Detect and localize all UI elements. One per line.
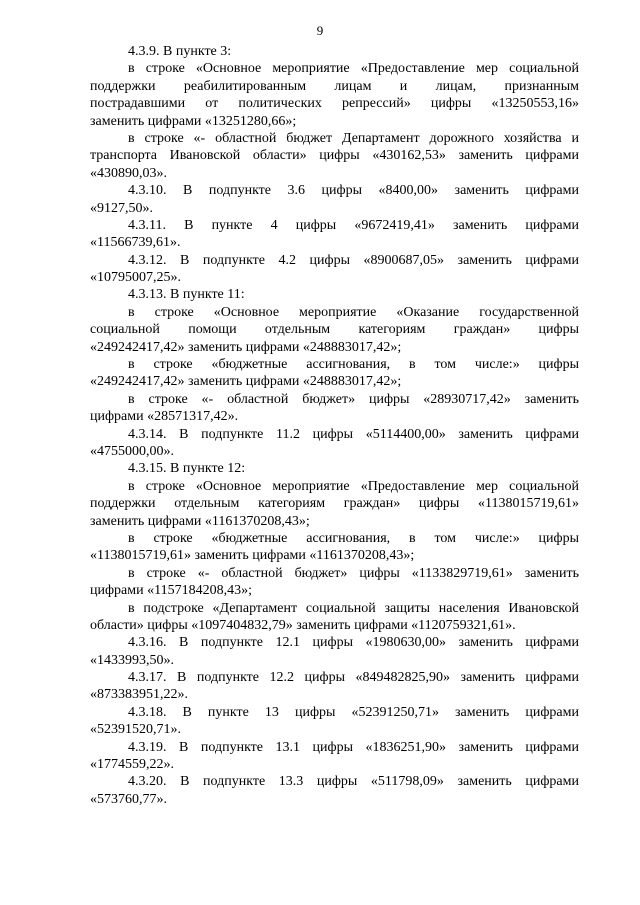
paragraph xyxy=(90,182,579,217)
text-line: в подстроке «Департамент социальной защиты населения Ивановской xyxy=(128,600,579,616)
text-line: 4.3.19. В подпункте 13.1 цифры «1836251,90» заменить цифрами xyxy=(128,739,579,755)
text-line: 4.3.9. В пункте 3: xyxy=(128,44,232,59)
text-line: 4.3.16. В подпункте 12.1 цифры «1980630,00» заменить цифрами xyxy=(128,635,579,651)
text-line: цифрами «28571317,42». xyxy=(90,409,239,425)
text-line: «1138015719,61» заменить цифрами «1161370208,43»; xyxy=(90,548,415,564)
text-line: заменить цифрами «13251280,66»; xyxy=(90,113,297,129)
text-line: в строке «бюджетные ассигнования, в том числе:» цифры xyxy=(128,530,579,546)
paragraph xyxy=(90,217,579,252)
text-line: в строке «- областной бюджет» цифры «28930717,42» заменить xyxy=(128,391,579,407)
text-line: социальной помощи отдельным категориям граждан» цифры xyxy=(90,322,579,338)
text-line: 4.3.18. В пункте 13 цифры «52391250,71» заменить цифрами xyxy=(128,704,579,720)
text-line: в строке «Основное мероприятие «Предоставление мер социальной xyxy=(128,478,579,494)
text-line: «11566739,61». xyxy=(90,235,181,251)
paragraph xyxy=(90,304,579,356)
text-line: «4755000,00». xyxy=(90,443,174,459)
text-line: «873383951,22». xyxy=(90,687,188,703)
text-line: цифрами «1157184208,43»; xyxy=(90,583,252,599)
text-line: 4.3.14. В подпункте 11.2 цифры «5114400,00» заменить цифрами xyxy=(128,426,579,442)
text-line: «430890,03». xyxy=(90,165,167,181)
paragraph xyxy=(90,286,579,303)
text-line: транспорта Ивановской области» цифры «430162,53» заменить цифрами xyxy=(90,148,579,164)
text-line: в строке «- областной бюджет» цифры «1133829719,61» заменить xyxy=(128,565,579,581)
paragraph xyxy=(90,773,579,808)
text-line: «9127,50». xyxy=(90,200,153,216)
paragraph xyxy=(90,43,579,60)
text-line: области» цифры «1097404832,79» заменить цифрами «1120759321,61». xyxy=(90,617,516,633)
text-line: 4.3.15. В пункте 12: xyxy=(128,461,246,477)
text-line: 4.3.13. В пункте 11: xyxy=(128,287,245,303)
text-line: в строке «- областной бюджет Департамент дорожного хозяйства и xyxy=(128,130,579,146)
text-line: 4.3.10. В подпункте 3.6 цифры «8400,00» заменить цифрами xyxy=(128,183,579,199)
paragraph xyxy=(90,478,579,530)
text-line: «249242417,42» заменить цифрами «248883017,42»; xyxy=(90,339,402,355)
text-line: в строке «Основное мероприятие «Предоставление мер социальной xyxy=(128,61,579,77)
paragraph xyxy=(90,391,579,426)
text-line: пострадавшими от политических репрессий» цифры «13250553,16» xyxy=(90,96,579,112)
text-line: в строке «Основное мероприятие «Оказание государственной xyxy=(128,304,579,320)
text-line: 4.3.17. В подпункте 12.2 цифры «849482825,90» заменить цифрами xyxy=(128,670,579,686)
text-line: 4.3.20. В подпункте 13.3 цифры «511798,09» заменить цифрами xyxy=(128,774,579,790)
text-line: 4.3.12. В подпункте 4.2 цифры «8900687,05» заменить цифрами xyxy=(128,252,579,268)
text-line: «573760,77». xyxy=(90,791,167,807)
paragraph xyxy=(90,565,579,600)
paragraph xyxy=(90,704,579,739)
text-line: «52391520,71». xyxy=(90,722,181,738)
text-line: «10795007,25». xyxy=(90,270,181,286)
text-line: в строке «бюджетные ассигнования, в том числе:» цифры xyxy=(128,357,579,373)
paragraph xyxy=(90,356,579,391)
text-line: «249242417,42» заменить цифрами «248883017,42»; xyxy=(90,374,402,390)
text-line: 4.3.11. В пункте 4 цифры «9672419,41» заменить цифрами xyxy=(128,217,579,233)
text-line: поддержки отдельным категориям граждан» цифры «1138015719,61» xyxy=(90,496,579,512)
paragraph xyxy=(90,669,579,704)
paragraph xyxy=(90,600,579,635)
text-line: «1774559,22». xyxy=(90,757,174,773)
text-line: «1433993,50». xyxy=(90,652,174,668)
paragraph xyxy=(90,60,579,130)
paragraph xyxy=(90,426,579,461)
paragraph xyxy=(90,252,579,287)
paragraph xyxy=(90,739,579,774)
paragraph xyxy=(90,634,579,669)
text-line: поддержки реабилитированным лицам и лицам, признанным xyxy=(90,78,579,94)
paragraph xyxy=(90,130,579,182)
text-line: заменить цифрами «1161370208,43»; xyxy=(90,513,310,529)
page-number: 9 xyxy=(316,23,324,38)
paragraph xyxy=(90,530,579,565)
paragraph xyxy=(90,460,579,477)
document-body xyxy=(90,43,579,808)
